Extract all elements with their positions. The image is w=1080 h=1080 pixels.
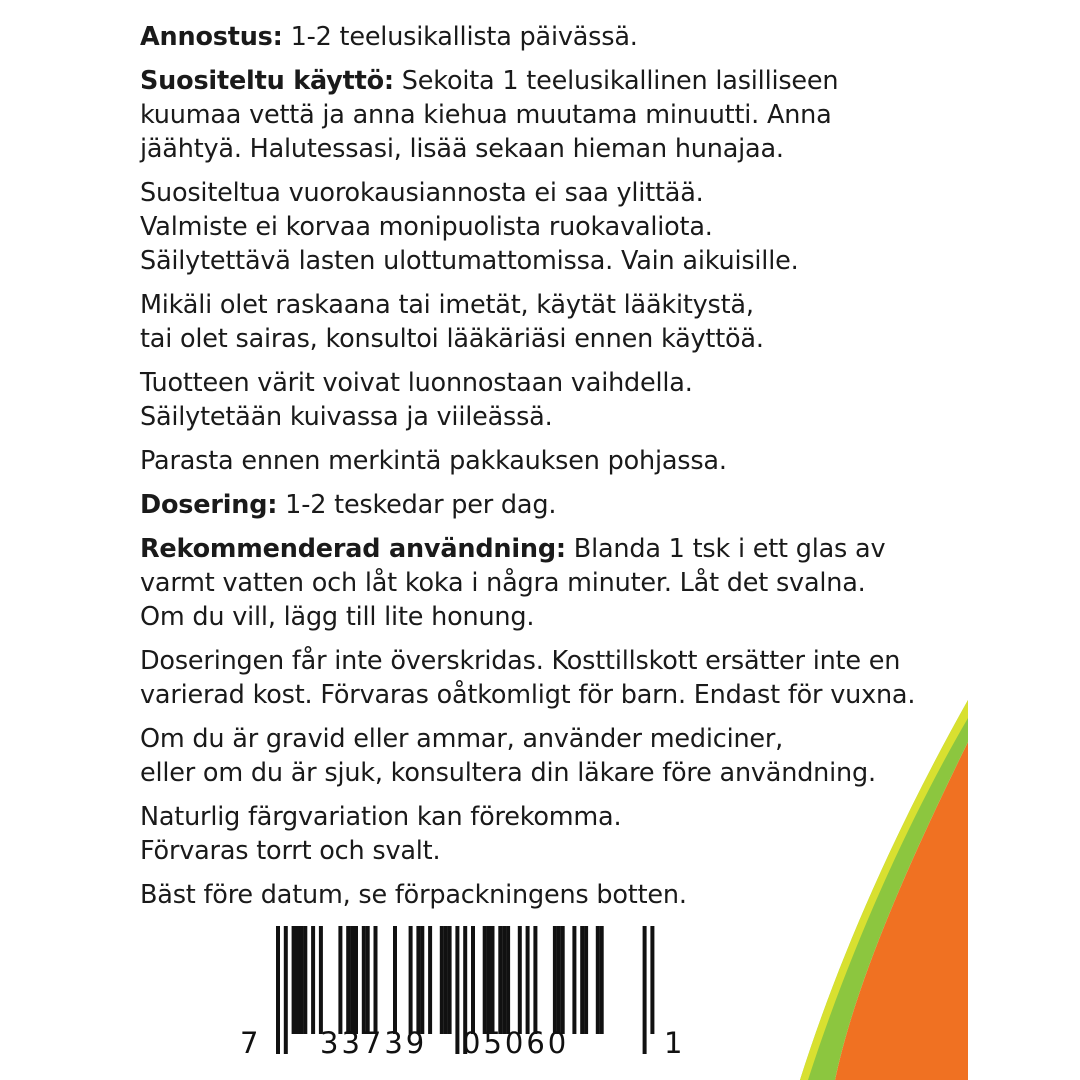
- barcode-bar: [533, 926, 537, 1034]
- sv-pregnancy: [140, 722, 960, 790]
- sv-preg-line1: Om du är gravid eller ammar, använder mediciner,: [140, 724, 784, 754]
- sv-usage-line1: Blanda 1 tsk i ett glas av: [565, 534, 886, 564]
- fi-dosage-label: Annostus:: [140, 22, 283, 52]
- barcode-bar: [572, 926, 576, 1034]
- barcode-group-left: 33739: [320, 1026, 428, 1060]
- barcode-bar: [553, 926, 557, 1034]
- fi-dosage: [140, 20, 960, 54]
- sv-warn-line2: varierad kost. Förvaras oåtkomligt för barn. Endast för vuxna.: [140, 680, 916, 710]
- sv-best-before-text: Bäst före datum, se förpackningens botten.: [140, 880, 687, 910]
- barcode-bar: [502, 926, 506, 1034]
- barcode-group-right: 05060: [462, 1026, 570, 1060]
- barcode-bar: [444, 926, 448, 1034]
- barcode-bar: [354, 926, 358, 1034]
- sv-usage-label: Rekommenderad användning:: [140, 534, 566, 564]
- barcode: [236, 918, 696, 1068]
- sv-preg-line2: eller om du är sjuk, konsultera din läkare före användning.: [140, 758, 876, 788]
- barcode-bar: [498, 926, 502, 1034]
- fi-warnings: [140, 176, 960, 278]
- fi-color-line1: Tuotteen värit voivat luonnostaan vaihdella.: [140, 368, 693, 398]
- sv-dosage-label: Dosering:: [140, 490, 278, 520]
- fi-usage-line3: jäähtyä. Halutessasi, lisää sekaan hieman hunajaa.: [140, 134, 784, 164]
- barcode-bar: [420, 926, 424, 1034]
- barcode-bar: [350, 926, 354, 1034]
- barcode-bar: [393, 926, 397, 1034]
- sv-usage-line2: varmt vatten och låt koka i några minuter. Låt det svalna.: [140, 568, 866, 598]
- sv-dosage: [140, 488, 960, 522]
- barcode-bar: [319, 926, 323, 1034]
- fi-warn-line2: Valmiste ei korvaa monipuolista ruokavaliota.: [140, 212, 713, 242]
- sv-usage-line3: Om du vill, lägg till lite honung.: [140, 602, 535, 632]
- fi-color-line2: Säilytetään kuivassa ja viileässä.: [140, 402, 553, 432]
- fi-usage: [140, 64, 960, 166]
- fi-best-before: [140, 444, 960, 478]
- barcode-digit-last: 1: [664, 1026, 683, 1060]
- fi-usage-line2: kuumaa vettä ja anna kiehua muutama minuutti. Anna: [140, 100, 832, 130]
- fi-warn-line3: Säilytettävä lasten ulottumattomissa. Vain aikuisille.: [140, 246, 799, 276]
- sv-usage: [140, 532, 960, 634]
- barcode-bar: [374, 926, 378, 1034]
- sv-color-note: [140, 800, 960, 868]
- barcode-bar: [600, 926, 604, 1034]
- barcode-bar: [650, 926, 654, 1034]
- barcode-bar: [580, 926, 584, 1034]
- barcode-bar: [292, 926, 296, 1034]
- sv-warn-line1: Doseringen får inte överskridas. Kosttillskott ersätter inte en: [140, 646, 901, 676]
- barcode-bar: [491, 926, 495, 1034]
- barcode-bar: [338, 926, 342, 1034]
- barcode-bar: [440, 926, 444, 1034]
- barcode-bar: [471, 926, 475, 1034]
- fi-preg-line1: Mikäli olet raskaana tai imetät, käytät lääkitystä,: [140, 290, 754, 320]
- sv-best-before: [140, 878, 960, 912]
- barcode-bar: [311, 926, 315, 1034]
- fi-preg-line2: tai olet sairas, konsultoi lääkäriäsi ennen käyttöä.: [140, 324, 764, 354]
- barcode-bar: [455, 926, 459, 1054]
- barcode-bar: [362, 926, 366, 1034]
- barcode-bar: [483, 926, 487, 1034]
- barcode-bar: [276, 926, 280, 1054]
- barcode-bar: [428, 926, 432, 1034]
- barcode-bar: [299, 926, 303, 1034]
- barcode-bar: [296, 926, 300, 1034]
- sv-dosage-text: 1-2 teskedar per dag.: [277, 490, 557, 520]
- barcode-bar: [303, 926, 307, 1034]
- fi-dosage-text: 1-2 teelusikallista päivässä.: [282, 22, 638, 52]
- barcode-bar: [487, 926, 491, 1034]
- barcode-bar: [561, 926, 565, 1034]
- fi-best-before-text: Parasta ennen merkintä pakkauksen pohjassa.: [140, 446, 727, 476]
- barcode-bar: [557, 926, 561, 1034]
- barcode-bar: [584, 926, 588, 1034]
- fi-usage-line1: Sekoita 1 teelusikallinen lasilliseen: [393, 66, 839, 96]
- barcode-bar: [506, 926, 510, 1034]
- sv-color-line2: Förvaras torrt och svalt.: [140, 836, 441, 866]
- barcode-bar: [643, 926, 647, 1054]
- barcode-bar: [448, 926, 452, 1034]
- barcode-bar: [409, 926, 413, 1034]
- fi-color-note: [140, 366, 960, 434]
- barcode-bar: [366, 926, 370, 1034]
- fi-usage-label: Suositeltu käyttö:: [140, 66, 394, 96]
- fi-warn-line1: Suositeltua vuorokausiannosta ei saa ylittää.: [140, 178, 704, 208]
- barcode-bar: [526, 926, 530, 1034]
- fi-pregnancy: [140, 288, 960, 356]
- sv-warnings: [140, 644, 960, 712]
- barcode-digit-first: 7: [240, 1026, 259, 1060]
- barcode-bar: [416, 926, 420, 1034]
- sv-color-line1: Naturlig färgvariation kan förekomma.: [140, 802, 622, 832]
- barcode-bar: [346, 926, 350, 1034]
- barcode-bar: [518, 926, 522, 1034]
- barcode-bar: [284, 926, 288, 1054]
- label-text: [140, 20, 960, 922]
- barcode-bar: [596, 926, 600, 1034]
